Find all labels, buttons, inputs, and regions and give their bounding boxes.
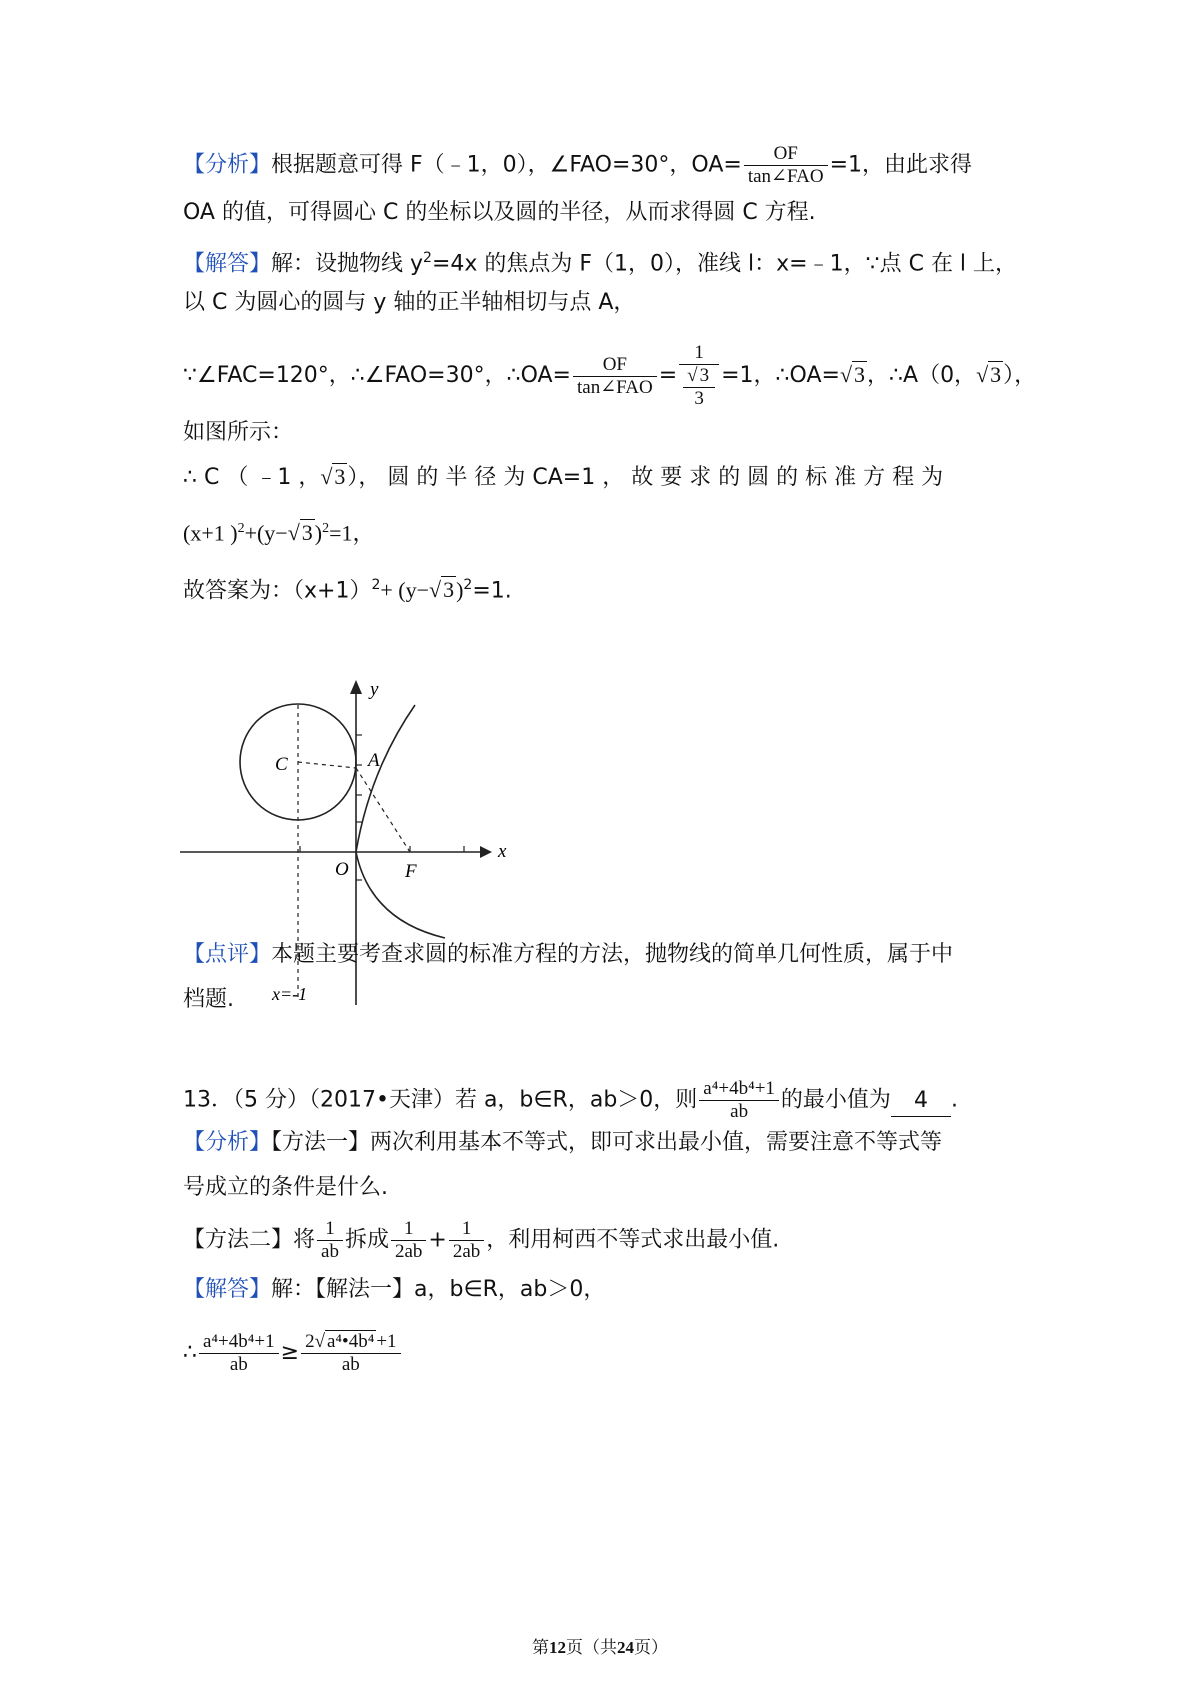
page-footer <box>0 1633 1200 1658</box>
inner-numerator <box>683 365 715 387</box>
fraction <box>317 1218 343 1263</box>
answer-line <box>183 570 1023 606</box>
solution-13-line <box>183 1275 1023 1305</box>
fraction-denominator: ab <box>317 1240 343 1263</box>
fraction-one-over-root3-over-3 <box>679 342 719 410</box>
sqrt-symbol: √ 3 <box>687 365 710 386</box>
fraction-numerator: OF <box>602 353 627 375</box>
solution-text: ∵∠FAC=120°，∴∠FAO=30°，∴OA= <box>183 363 571 388</box>
radicand: 3 <box>443 577 455 603</box>
method-2-line <box>183 1218 1023 1263</box>
fraction-numerator: 1 <box>325 1218 335 1239</box>
question-13-line <box>183 1078 1023 1123</box>
radicand: 3 <box>990 362 1002 387</box>
method-text: 【方法二】将 <box>183 1227 316 1253</box>
analysis-line-2: OA 的值，可得圆心 C 的坐标以及圆的半径，从而求得圆 C 方程. <box>183 200 816 225</box>
analysis-text: 【方法一】两次利用基本不等式，即可求出最小值，需要注意不等式等 <box>271 1130 943 1155</box>
fraction-denominator: 2ab <box>449 1240 484 1263</box>
method-text: 拆成 <box>344 1227 389 1253</box>
fraction-denominator: tan∠FAO <box>573 376 657 399</box>
fraction <box>301 1331 401 1376</box>
answer-text: =1. <box>472 578 512 604</box>
sqrt-symbol: √3 <box>839 362 866 387</box>
answer-text: 故答案为：（x+1） <box>183 578 372 604</box>
fraction-numerator: 1 <box>461 1218 472 1239</box>
fraction-denominator <box>679 364 719 410</box>
fraction-denominator: ab <box>199 1353 279 1376</box>
eq-text: ) <box>456 577 464 603</box>
eq-text: ) <box>314 520 323 546</box>
sqrt-symbol: √3 <box>287 520 313 546</box>
radicand: 3 <box>334 464 346 489</box>
inner-denominator: 3 <box>683 387 715 410</box>
inner-fraction <box>683 365 715 410</box>
geq-sign: ≥ <box>280 1340 300 1365</box>
eq-text: +(y− <box>244 520 288 546</box>
analysis-text-end: =1，由此求得 <box>829 152 973 178</box>
therefore-symbol: ∴ <box>183 1340 197 1365</box>
superscript: 2 <box>237 521 245 536</box>
as-shown-line: 如图所示： <box>183 420 294 445</box>
footer-text: 第 <box>532 1638 549 1657</box>
analysis-tag: 【分析】 <box>183 152 272 178</box>
question-text: 13．（5 分）（2017•天津）若 a，b∈R，ab＞0，则 <box>183 1087 698 1113</box>
answer-blank: 4 <box>891 1086 951 1117</box>
fraction <box>391 1218 426 1263</box>
x-axis-arrow-icon <box>480 846 492 858</box>
sqrt-symbol: √ a⁴•4b⁴ <box>314 1330 375 1352</box>
plus-one: +1 <box>376 1330 397 1352</box>
superscript: 2 <box>463 577 473 593</box>
fraction-denominator: tan∠FAO <box>744 165 828 188</box>
y-axis-label: y <box>370 680 379 700</box>
footer-text: 页（共 <box>566 1638 617 1657</box>
fraction-numerator: 1 <box>694 342 704 363</box>
solution-line-5 <box>183 462 1023 493</box>
x-axis-label: x <box>498 841 507 862</box>
fraction-denominator: ab <box>699 1100 779 1123</box>
segment-af <box>356 768 410 852</box>
equation-line <box>183 514 1023 548</box>
origin-label: O <box>335 859 349 880</box>
fraction-denominator: ab <box>301 1353 401 1376</box>
solution-tag: 【解答】 <box>183 1277 272 1302</box>
radicand: a⁴•4b⁴ <box>327 1330 375 1352</box>
comment-line-2: 档题. <box>183 987 234 1012</box>
fraction-numerator: 1 <box>403 1218 414 1239</box>
fraction-numerator: OF <box>773 143 798 164</box>
analysis-13-line-1 <box>183 1128 1023 1158</box>
radicand: 3 <box>699 365 710 386</box>
fraction-numerator: a⁴+4b⁴+1 <box>203 1330 275 1352</box>
superscript: 2 <box>423 250 432 266</box>
equals-sign: = <box>658 363 678 388</box>
eq-text: (x+1 ) <box>183 520 238 546</box>
solution-text: =1，∴OA= <box>721 363 840 388</box>
fraction-expression <box>699 1078 779 1123</box>
parabola-curve <box>356 705 445 938</box>
fraction-numerator <box>301 1331 401 1353</box>
point-c-label: C <box>275 754 288 775</box>
solution-tag: 【解答】 <box>183 251 272 277</box>
solution-line-1 <box>183 243 1023 279</box>
solution-text: ）， <box>1003 363 1037 388</box>
y-axis-arrow-icon <box>350 680 362 694</box>
method-text: ，利用柯西不等式求出最小值. <box>486 1227 780 1253</box>
plus-sign: + <box>428 1227 447 1253</box>
radicand: 3 <box>301 520 313 546</box>
page-number: 12 <box>549 1638 566 1657</box>
point-f-label: F <box>405 861 417 882</box>
eq-text: =1， <box>329 520 375 546</box>
solution-text: 解：【解法一】a，b∈R，ab＞0， <box>271 1277 606 1302</box>
fraction-of-tan <box>573 354 657 399</box>
solution-line-3 <box>183 340 1037 411</box>
segment-ca <box>298 762 356 768</box>
comment-line-1 <box>183 940 1023 970</box>
sqrt-symbol: √3 <box>320 464 346 489</box>
analysis-13-line-2: 号成立的条件是什么. <box>183 1175 388 1200</box>
fraction <box>449 1218 484 1263</box>
analysis-line-1 <box>183 143 1023 188</box>
analysis-text: 根据题意可得 F（﹣1，0），∠FAO=30°，OA= <box>271 152 742 178</box>
solution-line-2: 以 C 为圆心的圆与 y 轴的正半轴相切与点 A， <box>183 290 636 315</box>
eq-text: + (y− <box>380 577 430 603</box>
fraction-denominator: 2ab <box>391 1240 426 1263</box>
solution-text-cont: =4x 的焦点为 F（1，0），准线 l：x=﹣1，∵点 C 在 l 上， <box>431 251 1018 277</box>
solution-text: ，∴A（0， <box>867 363 977 388</box>
total-pages: 24 <box>617 1638 634 1657</box>
solution-text: ）， 圆 的 半 径 为 CA=1 ， 故 要 求 的 圆 的 标 准 方 程 为 <box>347 465 944 490</box>
fraction-of-tan <box>744 143 828 188</box>
coefficient: 2 <box>305 1330 315 1352</box>
superscript: 2 <box>371 577 381 593</box>
sqrt-symbol: √3 <box>976 362 1002 387</box>
solution-text: 解：设抛物线 y <box>271 251 424 277</box>
footer-text: 页） <box>634 1638 668 1657</box>
fraction-numerator: a⁴+4b⁴+1 <box>703 1078 775 1099</box>
point-a-label: A <box>368 750 380 771</box>
superscript: 2 <box>322 521 330 536</box>
comment-text: 本题主要考查求圆的标准方程的方法，抛物线的简单几何性质，属于中 <box>271 942 954 967</box>
sqrt-symbol: √3 <box>429 577 455 603</box>
analysis-tag: 【分析】 <box>183 1130 272 1155</box>
question-text: 的最小值为 <box>780 1087 891 1113</box>
radicand: 3 <box>854 362 866 387</box>
comment-tag: 【点评】 <box>183 942 272 967</box>
fraction <box>199 1331 279 1376</box>
inequality-line <box>183 1328 1023 1378</box>
question-text: . <box>950 1087 958 1113</box>
directrix-label: x=-1 <box>272 984 308 1004</box>
solution-text: ∴ C （ ﹣1 ， <box>183 465 321 490</box>
